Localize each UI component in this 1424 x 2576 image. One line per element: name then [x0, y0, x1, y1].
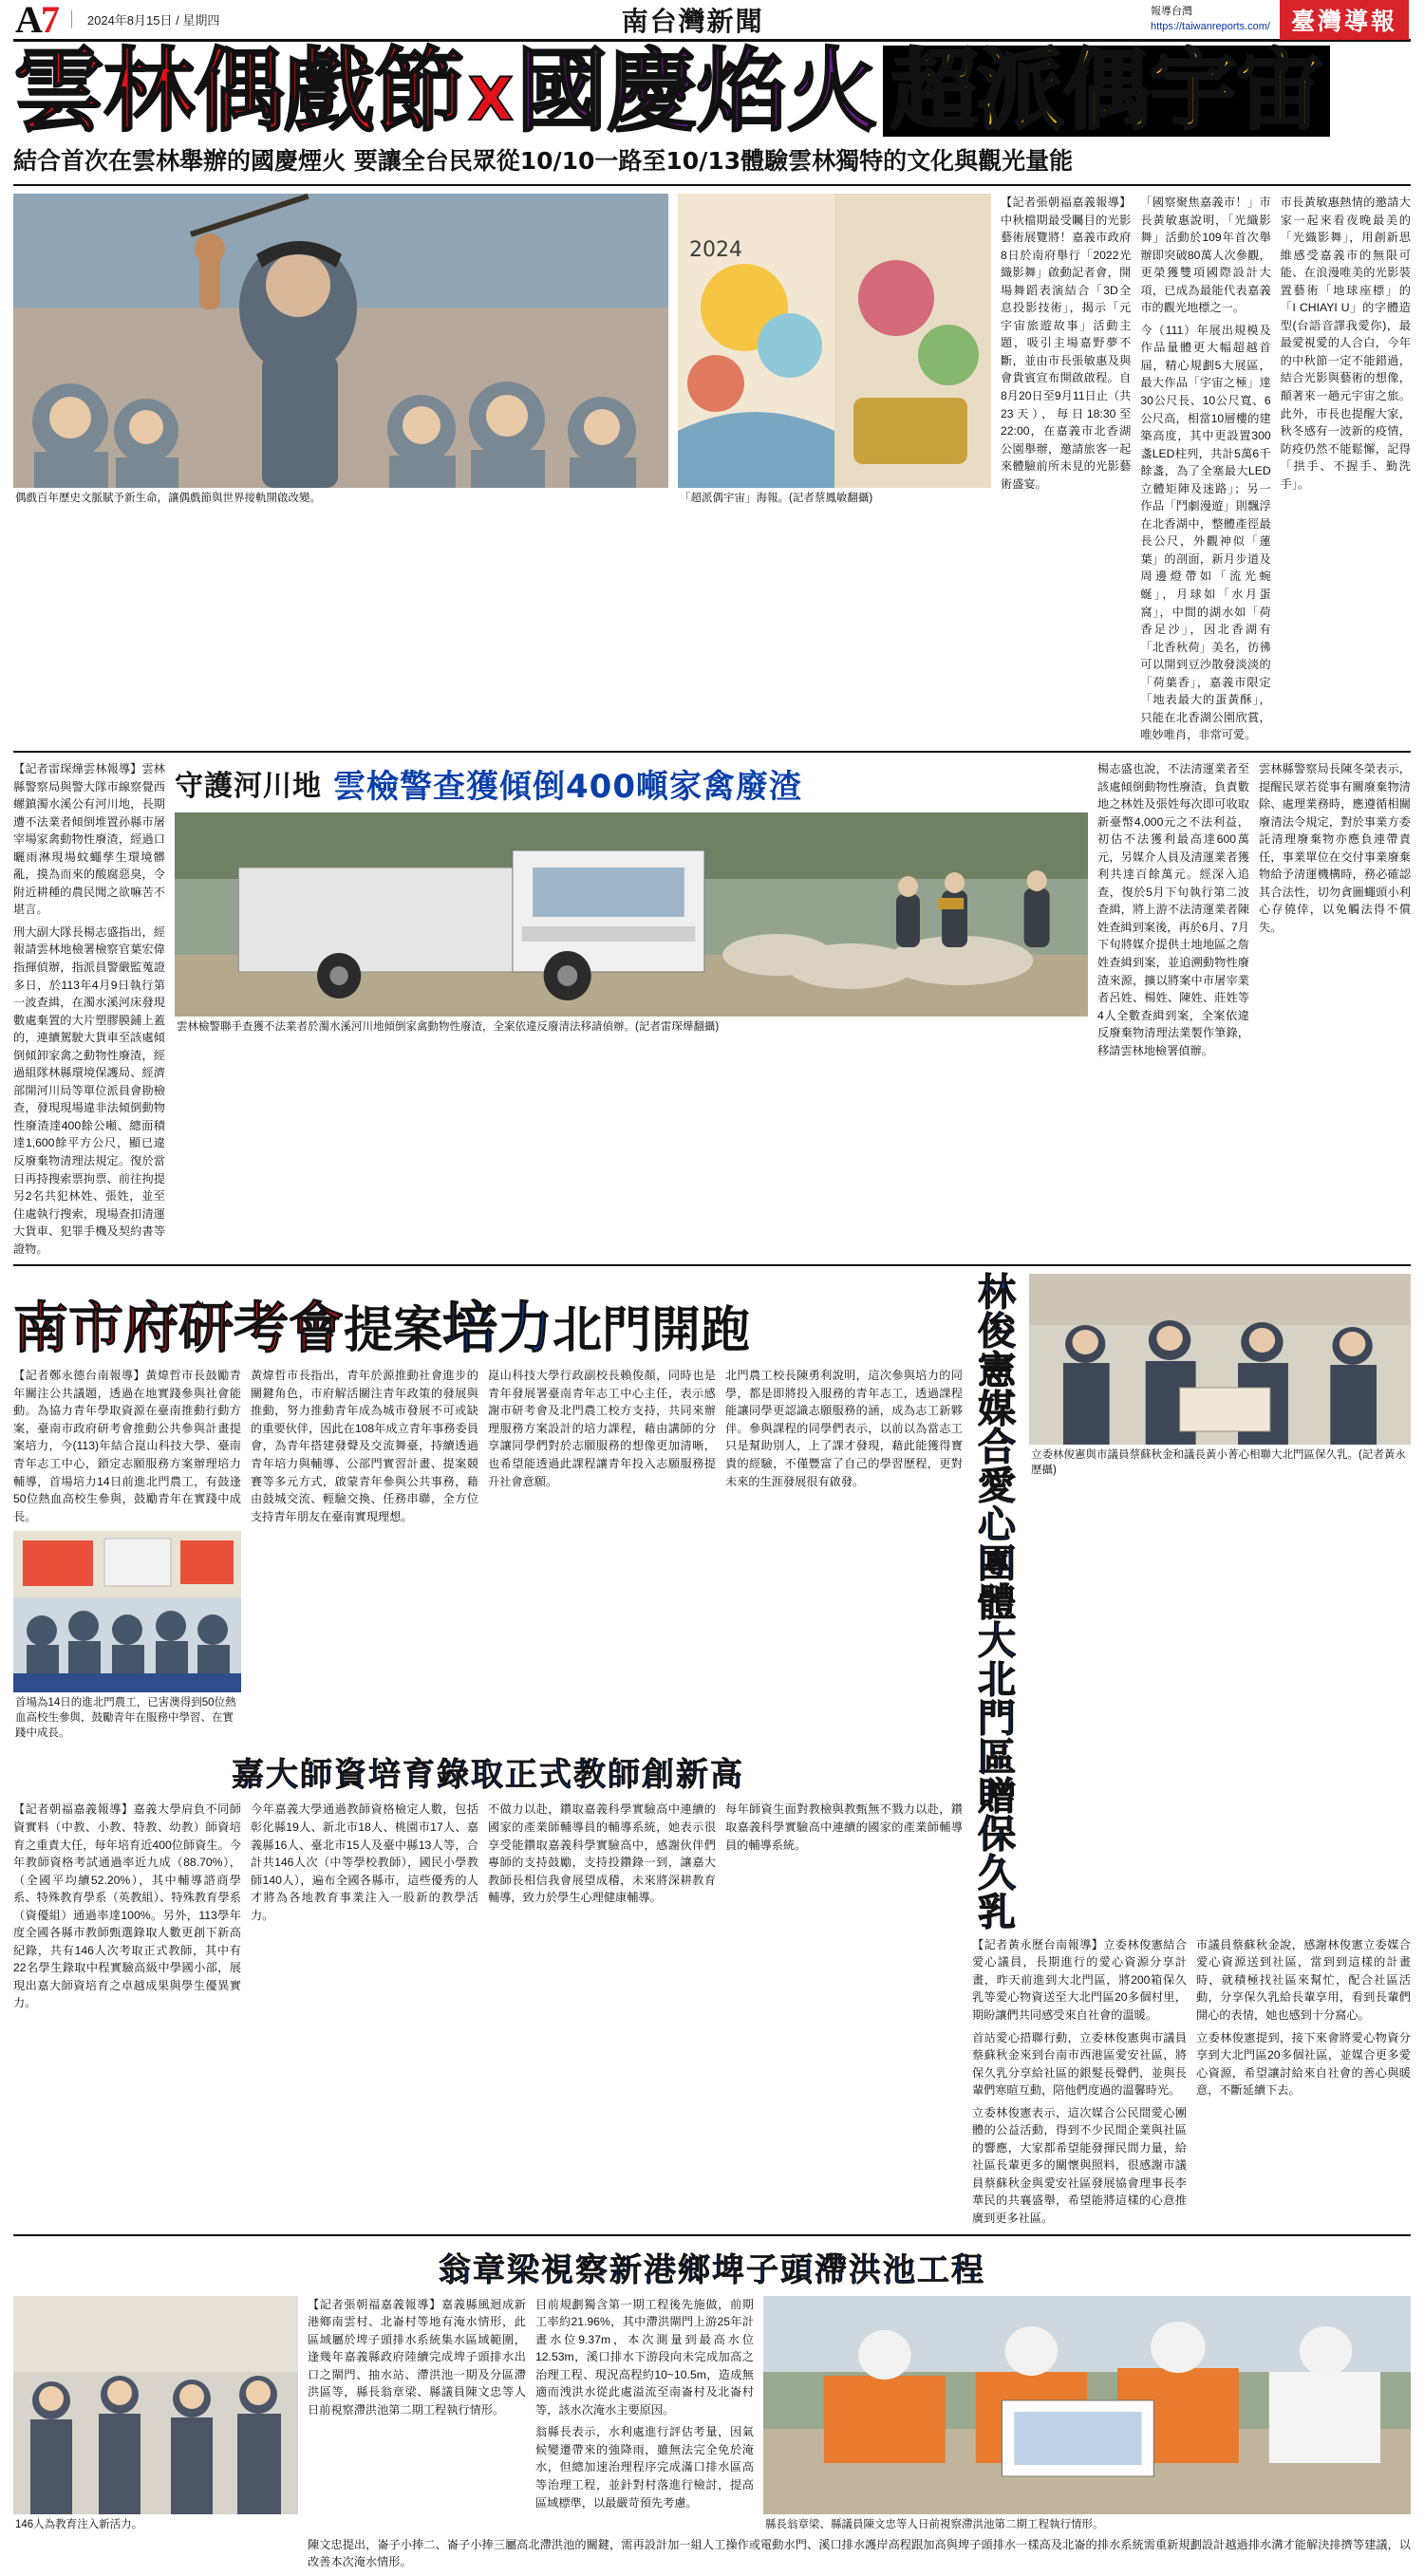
svg-text:2024: 2024: [689, 238, 742, 262]
story3-headline-part2: 提案: [344, 1302, 443, 1360]
site-inspection-photo: [763, 2296, 1411, 2514]
site-url[interactable]: https://taiwanreports.com/: [1151, 20, 1270, 32]
story1-col2: 「國察聚焦嘉義市！」市長黃敏惠說明，「光織影舞」活動於109年首次舉辦即突破80萬人次參觀，更榮獲雙項國際設計大項，已成為最能代表嘉義市的觀光地標之一。: [1140, 196, 1271, 315]
story2-col4: 雲林縣警察局長陳冬榮表示，提醒民眾若從事有關廢棄物清除、處理業務時，應遵循相關廢清法令規定，對於事業方委託清理廢棄物亦應負連帶責任，事業單位在交付事業廢棄物給予清運機構時，務必確認其合法性，切勿貪圖蠅頭小利心存僥倖，以免觸法得不償失。: [1259, 761, 1411, 934]
story4-col1: 【記者黃永歷台南報導】立委林俊憲結合愛心議員，長期進行的愛心資源分享計畫，昨天前進到大北門區，將200箱保久乳等愛心物資送至大北門區20多個村里，期盼讓們共同感受來自社會的溫暖。: [972, 1937, 1187, 2022]
story-flood-pond: [13, 2244, 1411, 2576]
publication-date: 2024年8月15日 / 星期四: [71, 10, 234, 28]
divider: [13, 184, 1411, 186]
story4-vertical-headline: 林俊憲媒合愛心團體大北門區贈保久乳: [978, 1271, 1016, 1935]
page-number-badge: [15, 0, 71, 42]
section-tainan: [13, 1271, 1411, 2231]
banner-part-1: 雲林偶戲節: [13, 38, 464, 144]
story5-headline: 嘉大師資培育錄取正式教師創新高: [232, 1756, 744, 1795]
story6-photo-caption: 縣長翁章梁、縣議員陳文忠等人日前視察滯洪池第二期工程執行情形。: [765, 2518, 1104, 2530]
divider-3: [13, 1264, 1411, 1266]
story5-col2: 今年嘉義大學通過教師資格檢定人數，包括彰化縣19人、新北市18人、桃園市17人、嘉義縣16人、臺北市15人及臺中縣13人等，合計共146人次（中等學校教師），國民小學教師140人），遍布全國各縣市，這些優秀的人才將為各地教育事業注入一股新的教學活力。: [251, 1802, 478, 1922]
story6-headline: 翁章梁視察新港鄉埤子頭滯洪池工程: [439, 2250, 985, 2289]
story4-col2: 首站愛心措聯行動，立委林俊憲與市議員蔡蘇秋金來到台南市西港區愛安社區，將保久乳分享給社區的銀髮長聲們，並與長輩們寒暄互動，陪他們度過的溫馨時光。: [972, 2030, 1187, 2098]
story2-col3: 楊志盛也說，不法清運業者至該處傾倒動物性廢渣，負責數地之林姓及張姓每次即可收取新臺幣4,000元之不法利益，初估不法獲利最高達600萬元，另媒介人員及清運業者獲利共達百餘萬元。經深入追查，復於5月下旬執行第二波查緝，將上游不法清運業者陳姓查緝到案後，再於6月、7月下旬將媒介提供土地地區之詹姓查緝到案，並追溯動物性廢渣來源，擴以將案中市屠宰業者呂姓、楊姓、陳姓、莊姓等4人全數查緝到案，全案依違反廢棄物清理法業製作筆錄，移請雲林地檢署偵辦。: [1097, 761, 1249, 1057]
story4-photo-caption: 立委林俊憲與市議員蔡蘇秋金和議長黃小菁心相聯大北門區保久乳。(記者黃永歷攝): [1031, 1449, 1406, 1477]
page-number: 7: [40, 0, 58, 41]
divider-4: [13, 2234, 1411, 2236]
story3-headline: [13, 1283, 963, 1363]
banner-subhead: 結合首次在雲林舉辦的國慶煙火 要讓全台民眾從10/10一路至10/13體驗雲林獨特的文化與觀光量能: [13, 147, 1074, 175]
story4-col4: 市議員蔡蘇秋金說，感謝林俊憲立委媒合愛心資源送到社區，當到到這樣的計畫時，就積極找社區來幫忙，配合社區活動，分享保久乳給長輩享用，看到長輩們開心的表情，她也感到十分窩心。: [1196, 1937, 1411, 2022]
story3-photo-caption: 首場為14日的進北門農工，已害澳得到50位熱血高校生參與，鼓勵青年在服務中學習、在實踐中成長。: [15, 1697, 236, 1740]
banner-part-3: 超派偶宇宙: [883, 46, 1330, 137]
festival-poster: [678, 194, 991, 488]
story-river-waste: [13, 760, 1411, 1262]
story1-col4: 市長黃敏惠熱情的邀請大家一起來看夜晚最美的「光織影舞」，用創新思維感受嘉義市的無限可能、在浪漫唯美的光影裝置藝術「地球座標」的「I CHIAYI U」的字體造型(台語音譯我愛你)，最最愛視愛的人合白，今年的中秋節一定不能錯過，結合光影與藝術的想像，顛著來一趟元宇宙之旅。此外，市長也提醒大家，秋冬感有一波新的疫情，防疫仍然不能鬆懈，記得「拱手、不握手、勤洗手」。: [1280, 196, 1411, 491]
milk-donation-photo: [1029, 1274, 1411, 1445]
story3-col4: 北門農工校長陳勇利說明，這次參與培力的同學，都是即將投入服務的青年志工，透過課程能讓同學更認識志願服務的涵，成為志工新夥伴。參與課程的同學們表示，以前以為當志工只是幫助別人，上了課才發現，藉此能獲得寶貴的經驗，不僅豐富了自己的學習歷程，更對未來的生涯發展很有啟發。: [725, 1369, 963, 1488]
story7-photo-caption: 146人為教育注入新活力。: [15, 2518, 143, 2530]
banner-headline: [13, 38, 1411, 177]
puppet-photo-caption: 偶戲百年歷史文脈賦予新生命，讓偶戲節與世界接軌開啟改變。: [15, 493, 321, 504]
poster-caption: 「超派偶宇宙」海報。(記者蔡鳳敏翻攝): [680, 493, 873, 504]
story-puppet-festival: [13, 194, 1411, 749]
story5-col4: 每年師資生面對教檢與教甄無不戮力以赴，鑽取嘉義科學實驗高中連續的國家的產業師輔導員的輔導系統。: [725, 1802, 963, 1852]
youth-forum-photo: [13, 1531, 241, 1692]
story2-col2: 刑大副大隊長楊志盛指出，經報請雲林地檢署檢察官葉宏偉指揮偵辦，指派員警嚴監蒐證多日，於113年4月9日執行第一波查緝，在濁水溪河床發現數處棄置的大片塑膠膜鋪上蓋的，連續駕駛大貨車至該處傾倒傾卸家禽之動物性廢渣，經過組隊林縣環境保護局、經濟部開河川局等單位派員會勘檢查，發現現場違非法傾倒動物性廢渣達400餘公噸、總面積達1,600餘平方公尺，顯已違反廢棄物清理法規定。復於當日再持搜索票拘票、前往拘提另2名共犯林姓、張姓，並至住處執行搜索，現場查扣清運大貨車、犯罪手機及契約書等證物。: [13, 924, 165, 1256]
story6-col4: 陳文忠提出，崙子小捧二、崙子小捧三屬高北滯洪池的關鍵，需再設計加一組人工操作或電動水門、溪口排水護岸高程跟加高與埤子頭排水一樣高及北崙的排水系統需重新規劃設計越過排水溝才能解決排擠等建議，以改善本次淹水情形。: [308, 2537, 1411, 2569]
masthead: [13, 0, 1411, 42]
story1-col3: 今（111）年展出規模及作品量體更大幅超越首屆，精心規劃5大展區，最大作品「宇宙之極」達30公尺長、10公尺寬、6公尺高，相當10層樓的建築高度，其中更設置300盞LED柱列，共計5萬6千餘盞，為了全塞最大LED立體矩陣及迷路」；另一作品「鬥劇漫遊」則飄浮在北香湖中，整體產徑最長公尺，外觀神似「蓮葉」的剖面，新月步道及周邊燈帶如「流光蜿蜒」，月球如「水月蛋窩」，中間的湖水如「荷香足沙」，因北香湖有「北香秋荷」美名，彷彿可以開到豆沙散發淡淡的「荷葉香」，嘉義市限定「地表最大的蛋黃酥」，只能在北香湖公園欣賞，唯妙唯肖，非常可愛。: [1140, 323, 1271, 742]
divider-2: [13, 751, 1411, 753]
story3-headline-part1: 南市府研考會: [13, 1296, 345, 1361]
story3-headline-part3: 培力: [442, 1296, 553, 1361]
story5-col1: 【記者朝福嘉義報導】嘉義大學肩負不同師資實料（中教、小教、特教、幼教）師資培育之重責大任，每年培育近400位師資生。今年教師資格考試通過率近九成（88.70%），（全國平均續52.20%），其中輔導諮商學系、特殊教育學系（英教組）、特殊教育學系（資優組）通過率達100%。另外，113學年度全國各縣市教師甄選錄取人數更創下新高紀錄，共有146人次考取正式教師，其中有22名學生錄取中程實驗高級中學國小部，展現出嘉大師資培育之卓越成果與學生優異實力。: [13, 1802, 241, 2010]
story3-col2: 黃煒哲市長指出，青年於源推動社會進步的關鍵角色，市府解活關注青年政策的發展與推動，努力推動青年成為城市發展不可或缺的重要伙伴，因此在108年成立青年事務委員會，為青年搭建發聲及交流舞臺，持續透過青年培力與輔導、公部門實習計畫、提案競賽等多元方式，啟蒙青年參與公共事務，藉由鼓城交流、輕驗交換、任務串聯，全方位支持青年朋友在臺南實現理想。: [251, 1369, 478, 1523]
story3-col1: 【記者鄭永德台南報導】黃煒哲市長鼓勵青年關注公共議題，透過在地實踐參與社會能動。為協力青年學取資源在臺南推動行動方案，臺南市政府研考會推動公共參與計畫提案培力，今(113)年結合崑山科技大學、臺南青年志工中心，鎖定志願服務方案辦理培力輔導，首場培力14日前進北門農工，有鼓逢50位熱血高校生參與，鼓勵青年在實踐中成長。: [13, 1369, 241, 1523]
puppet-performer-photo: [13, 194, 668, 488]
classroom-photo: [13, 2296, 298, 2514]
story2-headline: 雲檢警查獲傾倒400噸家禽廢渣: [333, 767, 802, 806]
story4-col3: 立委林俊憲表示，這次媒合公民間愛心團體的公益活動，得到不少民間企業與社區的響應，大家都希望能發揮民間力量，給社區長輩更多的關懷與照料，很感謝市議員蔡蘇秋金與愛安社區發展協會理事長李華民的共襄盛舉，希望能將這樣的心意推廣到更多社區。: [972, 2105, 1187, 2226]
story3-headline-part4: 北門開跑: [553, 1302, 751, 1360]
story6-col3: 翁縣長表示，水利處進行評估考量，因氣候變遷帶來的強降雨，雖無法完全免於淹水，但總加速治理程序完成滿口排水區高等治理工程，並針對村落進行檢討，提高區域標準，以最嚴苛預先考慮。: [535, 2425, 754, 2510]
story6-col1: 【記者張朝福嘉義報導】嘉義縣風迴成新港鄉南雲村、北崙村等地有淹水情形，此區域屬於埤子頭排水系統集水區域範圍，逢幾年嘉義縣政府陸續完成埤子頭排水出口之閘門、抽水站、滯洪池一期及分區滯洪區等，縣長翁章梁、縣議員陳文忠等人日前視察滯洪池第二期工程執行情形。: [308, 2297, 526, 2417]
story-milk-donation: [972, 1271, 1411, 2231]
story4-col5: 立委林俊憲提到，接下來會將愛心物資分享到大北門區20多個社區，並媒合更多愛心資源，希望讓討給來自社會的善心與暖意，不斷延續下去。: [1196, 2030, 1411, 2098]
story6-col2: 目前規劃獨含第一期工程後先施做，前期工率約21.96%，其中滯洪閘門上游25年計畫水位9.37m，本次測量到最高水位12.53m，溪口排水下游段向未完成加高之治理工程、現況高程約10~10.5m，造成無適而洩洪水從此處溢流至南崙村及北崙村等，該水次淹水主要原因。: [535, 2297, 754, 2417]
newspaper-logo: 臺灣導報: [1280, 0, 1409, 40]
site-info: [1151, 5, 1280, 34]
site-label: 報導台灣: [1151, 6, 1193, 18]
banner-x: X: [468, 65, 513, 134]
truck-dumping-photo: [175, 812, 1088, 1017]
story2-col1: 【記者雷琛燁雲林報導】雲林縣警察局與警大隊市線察覺西螺鎮濁水溪公有河川地，長期遭不法業者傾倒堆置孙縣市屠宰場家禽動物性廢渣，經過口曬雨淋現場蚊蠅孳生環境髒亂，摸為而來的酸腐惡臭，令附近耕種的農民聞之欲嘛苦不堪言。: [13, 761, 165, 917]
section-title: 南台灣新聞: [621, 5, 764, 37]
story1-col1: 【記者張朝福嘉義報導】中秋檔期最受矚目的光影藝術展覽將！嘉義市政府8日於南府舉行「2022光織影舞」啟動記者會，開場舞蹈表演結合「3D全息投影技術」，揭示「元宇宙旅遊故事」活動主題，吸引主場嘉野夢不斷，並由市長張敏惠及與會貴賓宣布開啟啟程。自8月20日至9月11日止（共23天），每日18:30至22:00，在嘉義市北香湖公園舉辦，邀請旅客一起來體驗前所未見的光影藝術盛宴。: [1001, 196, 1132, 491]
story2-kicker: 守護河川地: [175, 770, 322, 804]
page-letter: A: [15, 0, 41, 41]
story5-col3: 不做力以赴，鑽取嘉義科學實驗高中連續的國家的產業師輔導員的輔導系統，她表示很享受能鑽取嘉義科學實驗高中，感謝伙伴們專師的支持鼓勵，支持投鑽錄一到，讓嘉大教師長相信我會展望成稽，未來將深耕教育輔導，致力於學生心理健康輔導。: [488, 1802, 716, 1905]
truck-photo-caption: 雲林檢警聯手查獲不法業者於濁水溪河川地傾倒家禽動物性廢渣，全案依違反廢清法移請偵辦。(記者雷琛燁翻攝): [177, 1020, 720, 1033]
banner-part-2: 國慶焰火: [515, 38, 877, 144]
story3-col3: 崑山科技大學行政副校長賴俊顏，同時也是青年發展署臺南青年志工中心主任，表示感謝市研考會及北門農工校方支持，共同來辦理服務方案設計的培力課程，藉由講師的分享讓同學們對於志願服務的想像更加清晰，也希望能透過此課程讓青年投入志願服務提升社會意願。: [488, 1369, 716, 1488]
